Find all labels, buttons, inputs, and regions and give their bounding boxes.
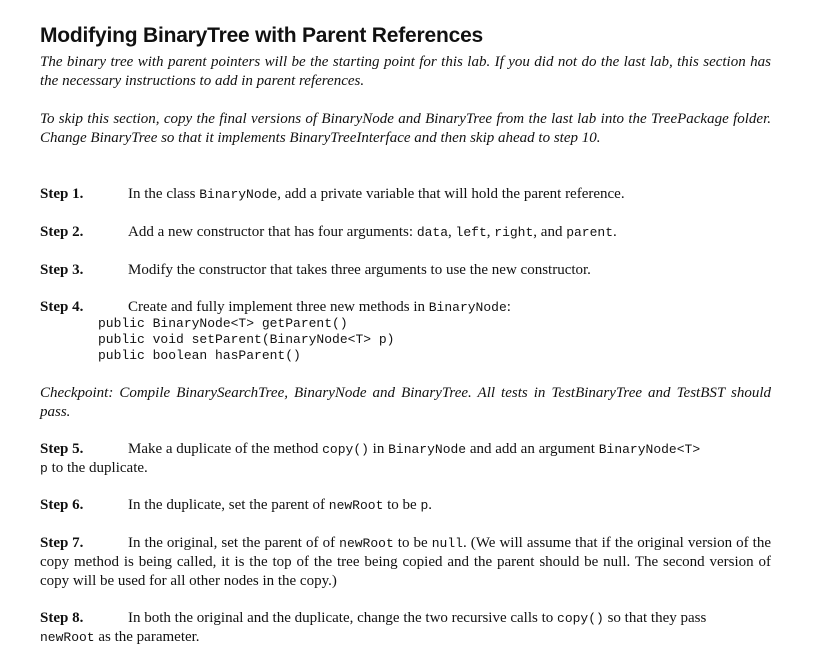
step-8: Step 8. In both the original and the duplicate, change the two recursive calls to copy() so that they pass newRoot as the parameter. [40, 610, 707, 645]
inline-code: copy() [322, 442, 369, 457]
step-label: Step 2. [40, 224, 84, 240]
inline-code: right [494, 225, 534, 240]
step-1 [40, 185, 771, 204]
step-label: Step 1. [40, 186, 84, 202]
step-5: Step 5. Make a duplicate of the method copy() in BinaryNode and add an argument BinaryNode<T> p to the duplicate. [40, 441, 701, 476]
step-6 [40, 496, 771, 515]
step-text: Create and fully implement three new methods in BinaryNode: [128, 299, 511, 315]
step-text: In the duplicate, set the parent of newRoot to be p. [128, 497, 433, 513]
step-label: Step 7. [40, 535, 84, 551]
inline-code: data [416, 225, 449, 240]
step-4 [40, 298, 771, 317]
method-signature: public boolean hasParent() [98, 348, 301, 363]
inline-code: BinaryNode [428, 300, 507, 315]
step-label: Step 8. [40, 610, 84, 626]
inline-code: parent [566, 225, 614, 240]
inline-code: newRoot [40, 630, 95, 645]
checkpoint-note: Checkpoint: Compile BinarySearchTree, BinaryNode and BinaryTree. All tests in TestBinaryTree and TestBST should pass. [40, 385, 771, 420]
inline-code: copy() [557, 611, 604, 626]
step-7: Step 7. In the original, set the parent of of newRoot to be null. (We will assume that if the original version of the copy method is being called, it is the top of the tree being copied and the parent should be null. The second version of copy will be used for all other nodes in the copy.) [40, 535, 772, 589]
inline-code: left [455, 225, 487, 240]
step-label: Step 5. [40, 441, 84, 457]
section-heading: Modifying BinaryTree with Parent References [40, 24, 484, 47]
inline-code: null [431, 536, 463, 551]
step-text: Add a new constructor that has four arguments: data, left, right, and parent. [128, 224, 617, 240]
method-signature: public BinaryNode<T> getParent() [98, 316, 348, 331]
inline-code: p [40, 461, 48, 476]
intro-paragraph: The binary tree with parent pointers will be the starting point for this lab. If you did not do the last lab, this section has the necessary instructions to add in parent references. [40, 54, 771, 89]
skip-instructions-paragraph: To skip this section, copy the final versions of BinaryNode and BinaryTree from the last lab into the TreePackage folder. Change BinaryTree so that it implements BinaryTreeInterface and then skip ahead to step 10. [40, 111, 771, 146]
inline-code: BinaryNode [388, 442, 467, 457]
inline-code: newRoot [328, 498, 384, 513]
inline-code: BinaryNode [199, 187, 278, 202]
method-signature: public void setParent(BinaryNode<T> p) [98, 332, 395, 347]
step-2 [40, 223, 771, 242]
step-label: Step 3. [40, 262, 84, 278]
step-text: In the class BinaryNode, add a private variable that will hold the parent reference. [128, 186, 625, 202]
step-label: Step 6. [40, 497, 84, 513]
step-label: Step 4. [40, 299, 84, 315]
inline-code: BinaryNode<T> [598, 442, 701, 457]
step-text: Modify the constructor that takes three arguments to use the new constructor. [128, 262, 591, 278]
step-3 [40, 261, 771, 280]
inline-code: p [420, 498, 429, 513]
inline-code: newRoot [339, 536, 394, 551]
